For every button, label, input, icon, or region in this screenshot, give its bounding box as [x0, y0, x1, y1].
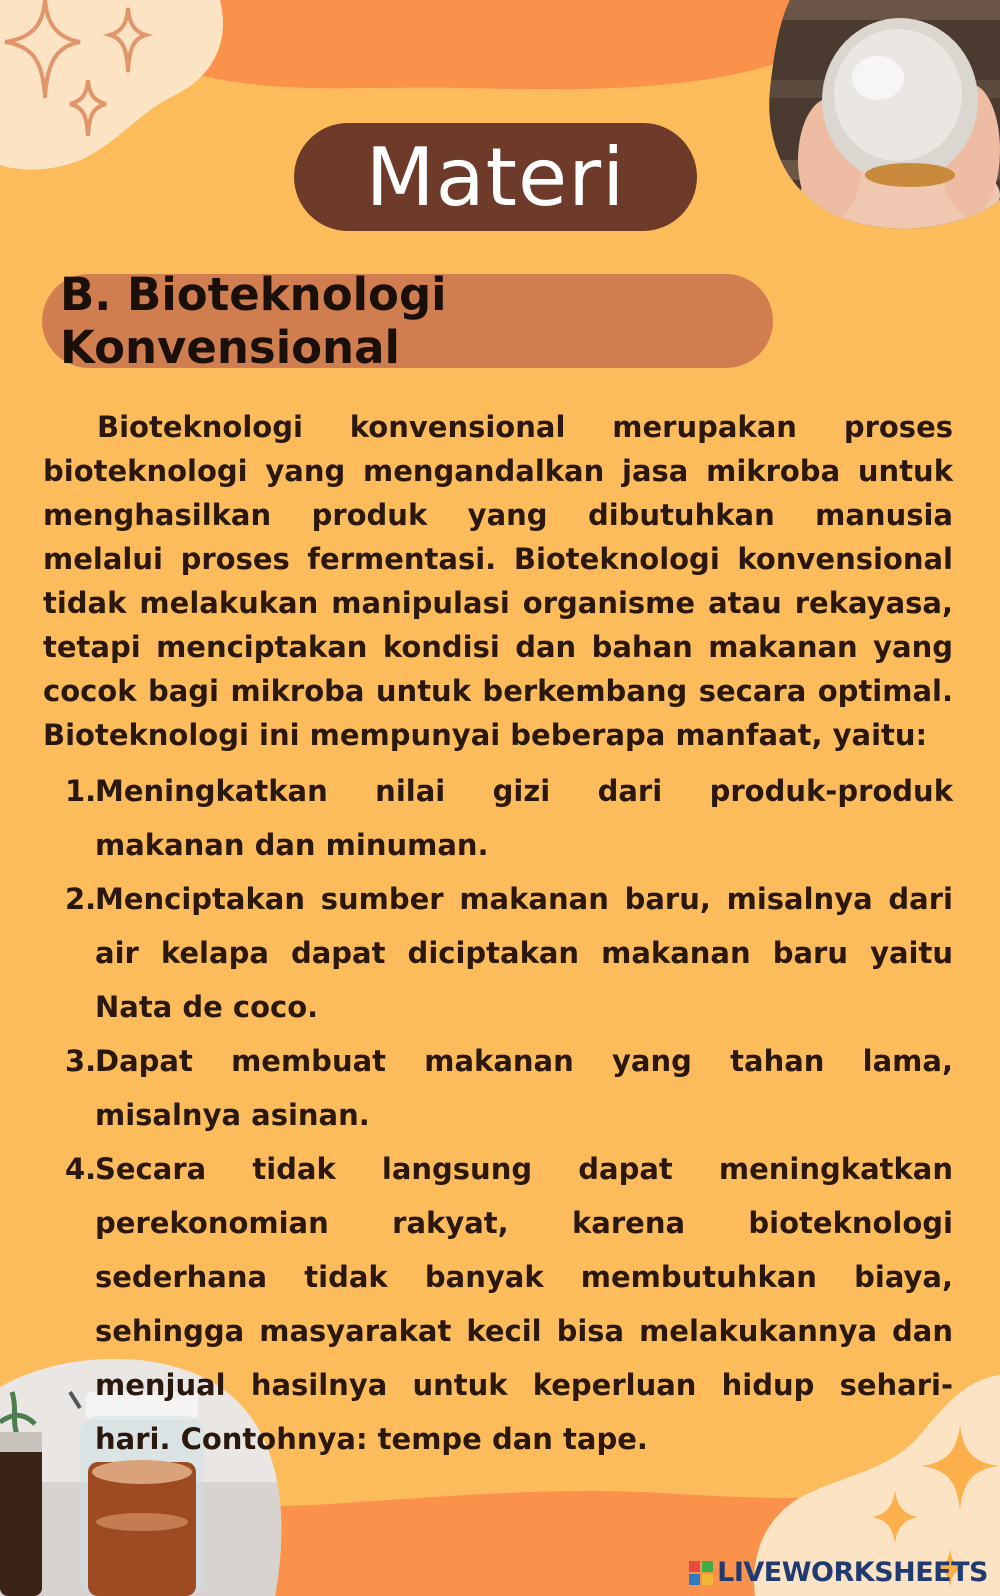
list-item-number: 2. [65, 882, 97, 916]
list-item-number: 3. [65, 1044, 97, 1078]
list-item-text: Dapat membuat makanan yang tahan lama, misalnya asinan. [95, 1044, 953, 1132]
list-item-text: Meningkatkan nilai gizi dari produk-produk makanan dan minuman. [95, 774, 953, 862]
list-item-text: Menciptakan sumber makanan baru, misalnya dari air kelapa dapat diciptakan makanan baru yaitu Nata de coco. [95, 882, 953, 1024]
list-item-number: 4. [65, 1152, 97, 1186]
list-item-number: 1. [65, 774, 97, 808]
list-item-text: Secara tidak langsung dapat meningkatkan perekonomian rakyat, karena bioteknologi sederhana tidak banyak membutuhkan biaya, sehingga masyarakat kecil bisa melakukannya dan menjual hasilnya untuk keperluan hidup sehari-hari. Contohnya: tempe dan tape. [95, 1152, 953, 1456]
liveworksheets-logo-icon [689, 1561, 713, 1585]
watermark-text: LIVEWORKSHEETS [717, 1557, 988, 1588]
list-item [43, 1142, 953, 1466]
section-heading-banner [42, 268, 773, 374]
benefits-list [43, 764, 953, 1466]
list-item [43, 764, 953, 872]
list-item [43, 1034, 953, 1142]
intro-paragraph: Bioteknologi konvensional merupakan proses bioteknologi yang mengandalkan jasa mikroba untuk menghasilkan produk yang dibutuhkan manusia melalui proses fermentasi. Bioteknologi konvensional tidak melakukan manipulasi organisme atau rekayasa, tetapi menciptakan kondisi dan bahan makanan yang cocok bagi mikroba untuk berkembang secara optimal. Bioteknologi ini mempunyai beberapa manfaat, yaitu: [43, 410, 953, 752]
sparkle-icon [0, 0, 160, 145]
nata-de-coco-photo [760, 0, 1000, 235]
list-item [43, 872, 953, 1034]
section-heading: B. Bioteknologi Konvensional [60, 268, 447, 374]
liveworksheets-watermark[interactable] [689, 1557, 988, 1588]
page-title: Materi [365, 130, 626, 224]
page-title-banner [294, 123, 697, 231]
